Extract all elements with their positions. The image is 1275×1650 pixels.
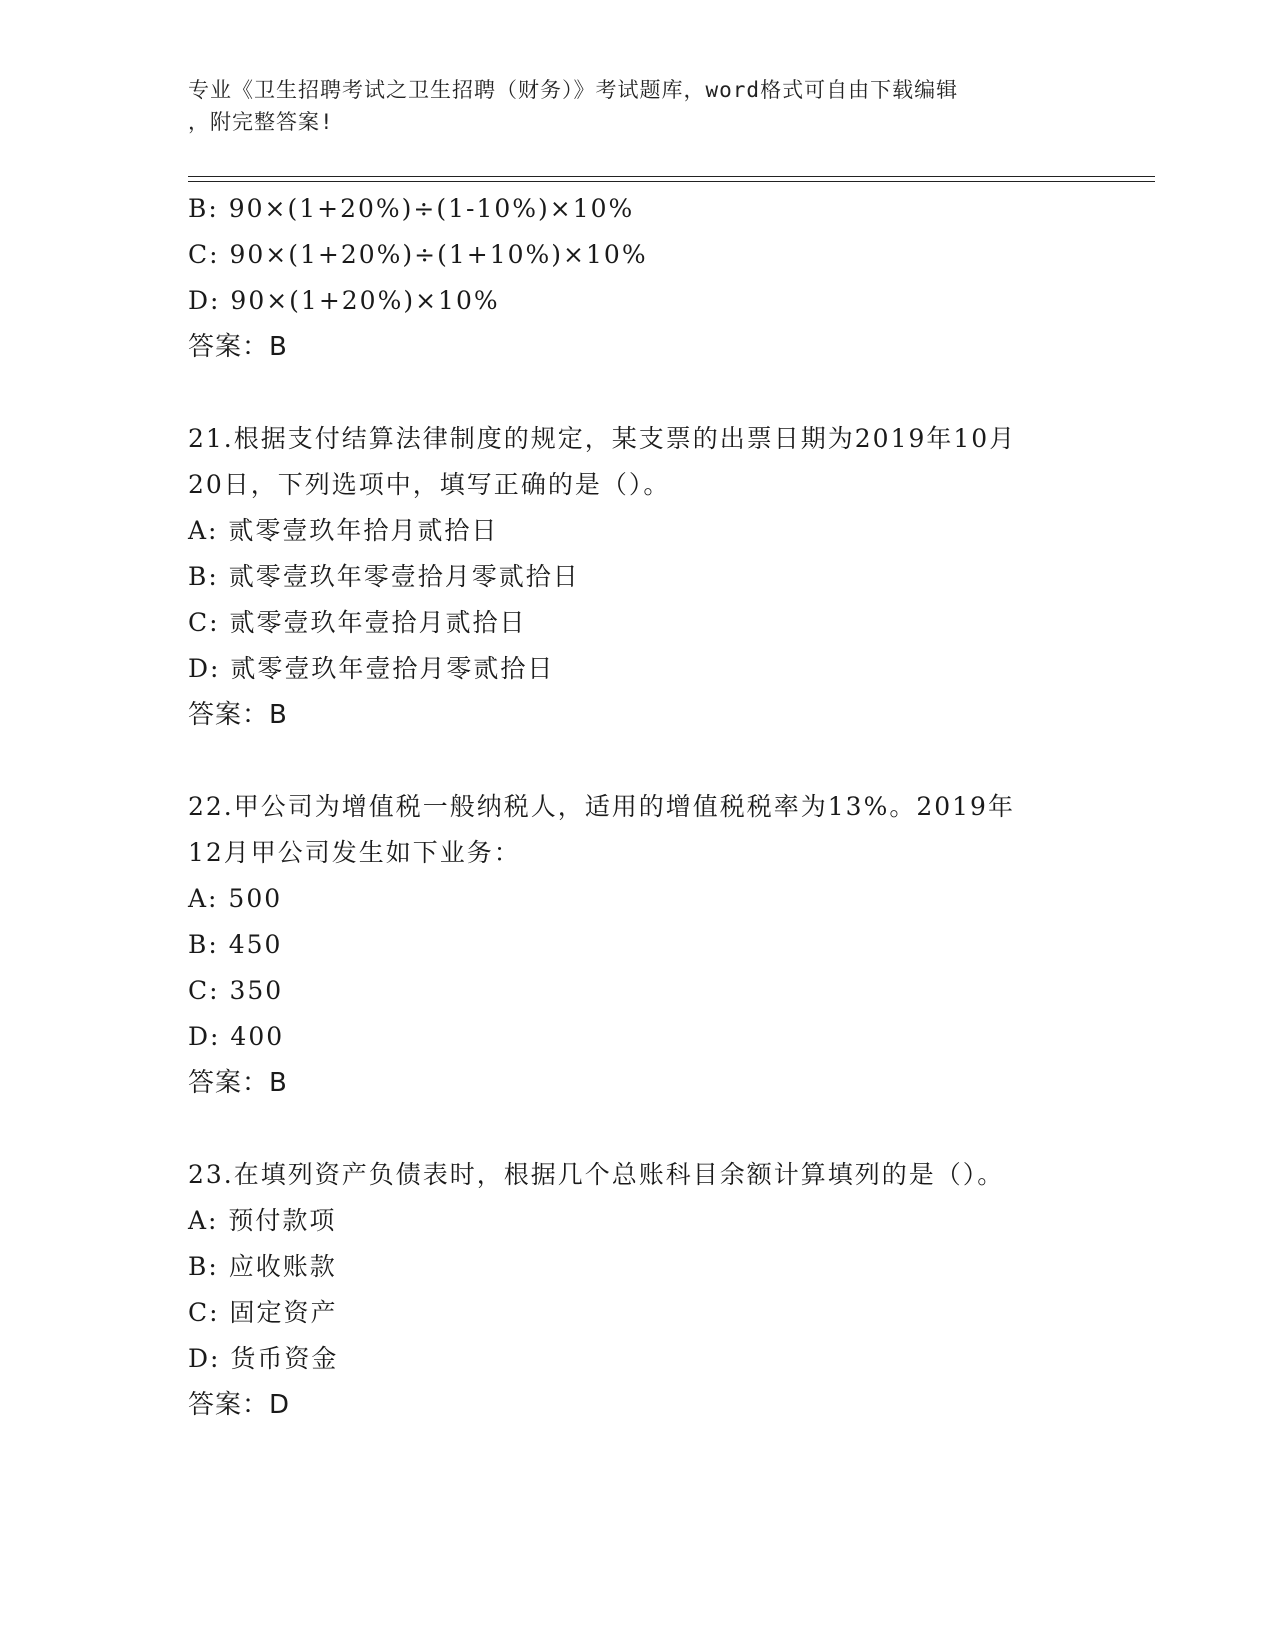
- question-20-continued: [188, 186, 1088, 370]
- header-divider-bottom: [188, 181, 1155, 182]
- option-b: B: 90×(1+20%)÷(1-10%)×10%: [188, 194, 635, 223]
- option-b: B: 450: [188, 930, 283, 959]
- question-22: [188, 784, 1088, 1106]
- answer-line: 答案：B: [188, 332, 288, 362]
- question-stem: 23.在填列资产负债表时，根据几个总账科目余额计算填列的是（）。: [188, 1160, 1005, 1189]
- option-d: D: 400: [188, 1022, 285, 1051]
- answer-line: 答案：B: [188, 700, 288, 730]
- option-c: C: 贰零壹玖年壹拾月贰拾日: [188, 608, 527, 637]
- option-a: A: 贰零壹玖年拾月贰拾日: [188, 516, 499, 545]
- question-21: [188, 416, 1088, 738]
- option-d: D: 贰零壹玖年壹拾月零贰拾日: [188, 654, 555, 683]
- option-b: B: 贰零壹玖年零壹拾月零贰拾日: [188, 562, 580, 591]
- question-stem: 22.甲公司为增值税一般纳税人，适用的增值税税率为13%。2019年: [188, 792, 1015, 821]
- question-content: [188, 186, 1088, 1428]
- option-c: C: 固定资产: [188, 1298, 338, 1327]
- answer-line: 答案：B: [188, 1068, 288, 1098]
- option-c: C: 90×(1+20%)÷(1+10%)×10%: [188, 240, 648, 269]
- spacer: [188, 738, 1088, 784]
- header-line-1: 专业《卫生招聘考试之卫生招聘（财务）》考试题库，word格式可自由下载编辑: [188, 78, 959, 102]
- question-stem: 12月甲公司发生如下业务：: [188, 838, 521, 867]
- spacer: [188, 370, 1088, 416]
- spacer: [188, 1106, 1088, 1152]
- header-line-2: ，附完整答案!: [188, 110, 334, 134]
- option-b: B: 应收账款: [188, 1252, 337, 1281]
- option-d: D: 货币资金: [188, 1344, 339, 1373]
- option-a: A: 500: [188, 884, 283, 913]
- document-header: [188, 74, 1068, 138]
- answer-line: 答案：D: [188, 1390, 291, 1420]
- option-c: C: 350: [188, 976, 284, 1005]
- question-stem: 21.根据支付结算法律制度的规定，某支票的出票日期为2019年10月: [188, 424, 1017, 453]
- option-d: D: 90×(1+20%)×10%: [188, 286, 500, 315]
- option-a: A: 预付款项: [188, 1206, 337, 1235]
- header-divider-top: [188, 176, 1155, 177]
- question-stem: 20日，下列选项中，填写正确的是（）。: [188, 470, 671, 499]
- question-23: [188, 1152, 1088, 1428]
